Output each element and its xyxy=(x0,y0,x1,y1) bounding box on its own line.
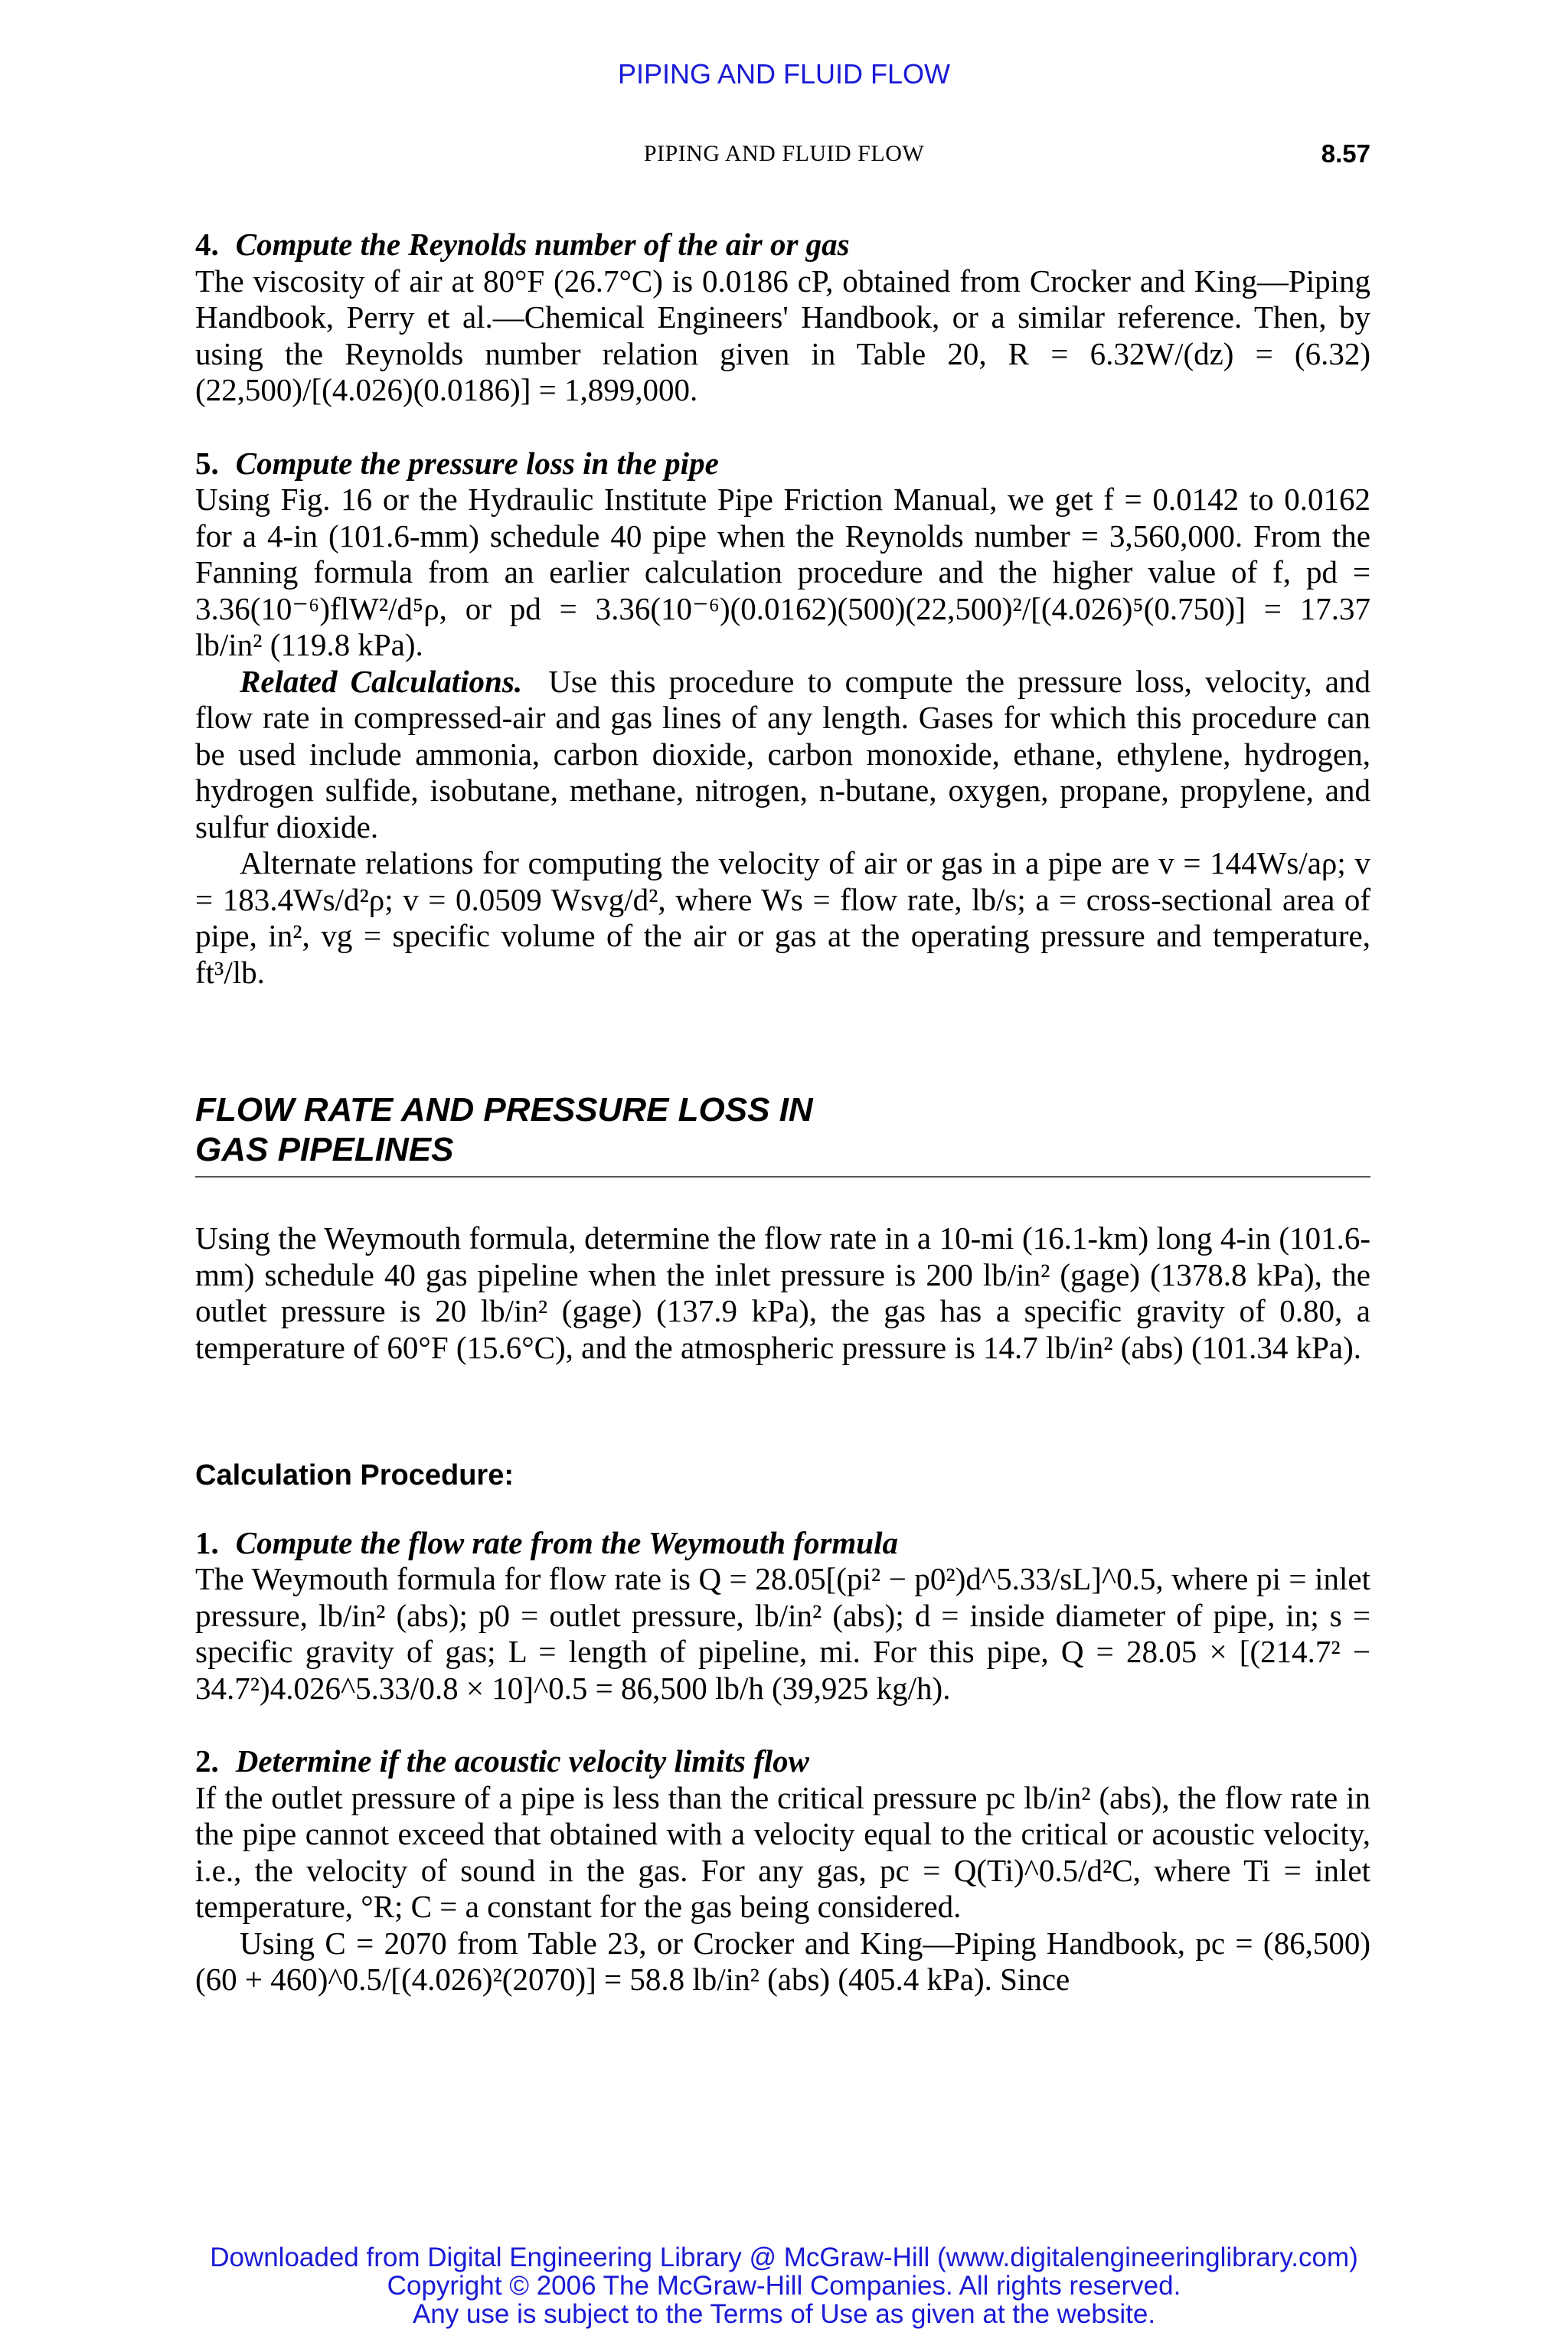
step-1-text: The Weymouth formula for flow rate is Q = 28.05[(pi² − p0²)d^5.33/sL]^0.5, where pi = inlet pressure, lb/in² (abs); p0 = outlet pressure, lb/in² (abs); d = inside diameter of pipe, in; s = specific gravity of gas; L = length of pipeline, mi. For this pipe, Q = 28.05 × [(214.7² − 34.7²)4.026^5.33/0.8 × 10]^0.5 = 86,500 lb/h (39,925 kg/h). xyxy=(195,1561,1370,1706)
running-head: PIPING AND FLUID FLOW xyxy=(643,141,925,166)
step-5-text: Using Fig. 16 or the Hydraulic Institute Pipe Friction Manual, we get f = 0.0142 to 0.0162 for a 4-in (101.6-mm) schedule 40 pipe when the Reynolds number = 3,560,000. From the Fanning formula from an earlier calculation procedure and the higher value of f, pd = 3.36(10⁻⁶)flW²/d⁵ρ, or pd = 3.36(10⁻⁶)(0.0162)(500)(22,500)²/[(4.026)⁵(0.750)] = 17.37 lb/in² (119.8 kPa). xyxy=(195,482,1370,662)
page-body xyxy=(195,227,1370,1998)
step-2-text: If the outlet pressure of a pipe is less than the critical pressure pc lb/in² (abs), the flow rate in the pipe cannot exceed that obtained with a velocity equal to the critical or acoustic velocity, i.e., the velocity of sound in the gas. For any gas, pc = Q(Ti)^0.5/d²C, where Ti = inlet temperature, °R; C = a constant for the gas being considered. xyxy=(195,1779,1370,1924)
page-number: 8.57 xyxy=(1321,139,1370,168)
step-number: 2. xyxy=(195,1743,219,1779)
step-number: 4. xyxy=(195,227,219,262)
banner-title: PIPING AND FLUID FLOW xyxy=(617,58,951,90)
step-5-heading xyxy=(195,446,1370,482)
section-heading-line1: FLOW RATE AND PRESSURE LOSS IN xyxy=(195,1091,813,1129)
step-number: 5. xyxy=(195,445,219,481)
step-number: 1. xyxy=(195,1524,219,1560)
step-title: Determine if the acoustic velocity limits flow xyxy=(235,1743,810,1779)
step-title: Compute the Reynolds number of the air or gas xyxy=(235,227,850,262)
step-2-heading xyxy=(195,1743,1370,1780)
step-2-text-continued: Using C = 2070 from Table 23, or Crocker and King—Piping Handbook, pc = (86,500)(60 + 460)^0.5/[(4.026)²(2070)] = 58.8 lb/in² (abs) (405.4 kPa). Since xyxy=(195,1925,1370,1997)
calculation-procedure-label: Calculation Procedure: xyxy=(195,1459,514,1491)
step-1-heading xyxy=(195,1525,1370,1562)
step-4-heading xyxy=(195,227,1370,263)
step-title: Compute the flow rate from the Weymouth formula xyxy=(235,1524,898,1560)
section-heading xyxy=(195,1090,1370,1178)
footer-terms[interactable]: Any use is subject to the Terms of Use as given at the website. xyxy=(412,2299,1156,2329)
footer-download-link[interactable]: Downloaded from Digital Engineering Library @ McGraw-Hill (www.digitalengineeringlibrary.com) xyxy=(210,2243,1358,2272)
step-4-text: The viscosity of air at 80°F (26.7°C) is 0.0186 cP, obtained from Crocker and King—Piping Handbook, Perry et al.—Chemical Engineers' Handbook, or a similar reference. Then, by using the Reynolds number relation given in Table 20, R = 6.32W/(dz) = (6.32)(22,500)/[(4.026)(0.0186)] = 1,899,000. xyxy=(195,263,1370,407)
download-footer xyxy=(0,2243,1568,2328)
alternate-relations: Alternate relations for computing the velocity of air or gas in a pipe are v = 144Ws/aρ; v = 183.4Ws/d²ρ; v = 0.0509 Wsvg/d², where Ws = flow rate, lb/s; a = cross-sectional area of pipe, in², vg = specific volume of the air or gas at the operating pressure and temperature, ft³/lb. xyxy=(195,845,1370,990)
related-calculations xyxy=(195,664,1370,846)
related-label: Related Calculations. xyxy=(240,663,523,699)
section-heading-line2: GAS PIPELINES xyxy=(195,1131,454,1168)
problem-statement: Using the Weymouth formula, determine the flow rate in a 10-mi (16.1-km) long 4-in (101.6-mm) schedule 40 gas pipeline when the inlet pressure is 200 lb/in² (gage) (1378.8 kPa), the outlet pressure is 20 lb/in² (gage) (137.9 kPa), the gas has a specific gravity of 0.80, a temperature of 60°F (15.6°C), and the atmospheric pressure is 14.7 lb/in² (abs) (101.34 kPa). xyxy=(195,1220,1370,1365)
related-text: Use this procedure to compute the pressure loss, velocity, and flow rate in compressed-air and gas lines of any length. Gases for which this procedure can be used include ammonia, carbon dioxide, carbon monoxide, ethane, ethylene, hydrogen, hydrogen sulfide, isobutane, methane, nitrogen, n-butane, oxygen, propane, propylene, and sulfur dioxide. xyxy=(195,663,1371,844)
step-title: Compute the pressure loss in the pipe xyxy=(235,445,719,481)
footer-copyright: Copyright © 2006 The McGraw-Hill Companies. All rights reserved. xyxy=(387,2271,1181,2301)
